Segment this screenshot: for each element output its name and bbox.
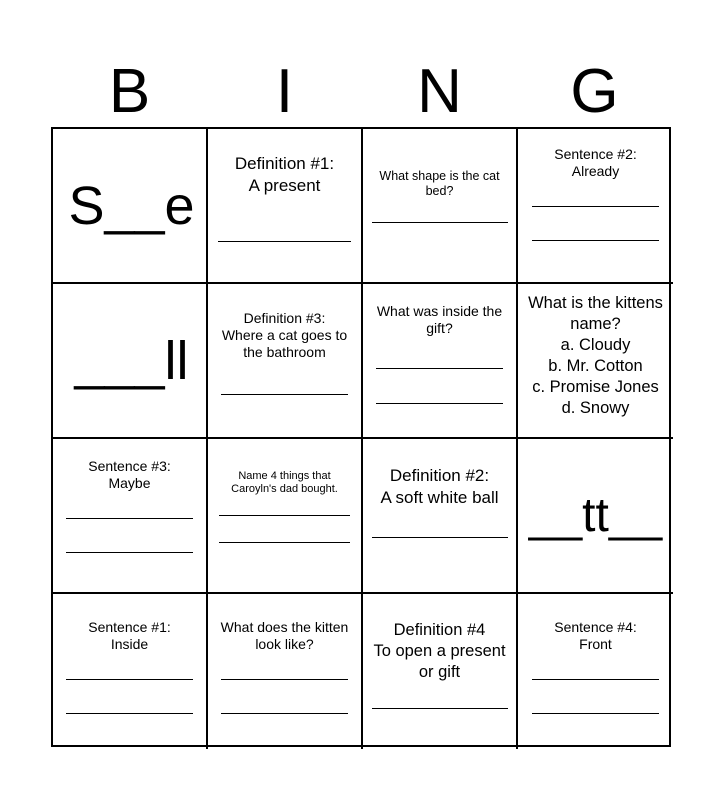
bingo-cell <box>518 594 673 749</box>
answer-line <box>532 679 659 680</box>
bingo-cell <box>363 284 518 439</box>
cell-text: ___ll <box>74 330 189 391</box>
cell-text: Sentence #3: Maybe <box>88 458 171 491</box>
bingo-cell <box>208 439 363 594</box>
answer-line <box>66 518 193 519</box>
cell-text: S__e <box>68 175 195 236</box>
answer-line <box>376 368 503 369</box>
cell-text: Definition #1: A present <box>234 154 335 195</box>
bingo-cell <box>363 439 518 594</box>
answer-line <box>221 679 348 680</box>
answer-line <box>532 713 659 714</box>
answer-line <box>372 222 508 223</box>
answer-line <box>66 552 193 553</box>
cell-text: Sentence #2: Already <box>554 146 637 179</box>
answer-line <box>66 713 193 714</box>
cell-text: __tt__ <box>528 488 663 542</box>
answer-line <box>66 679 193 680</box>
cell-text: What is the kittens name? a. Cloudy b. Mr. Cotton c. Promise Jones d. Snowy <box>528 294 663 417</box>
answer-line <box>376 403 503 404</box>
bingo-cell <box>208 129 363 284</box>
bingo-cell <box>53 439 208 594</box>
bingo-cell <box>363 129 518 284</box>
bingo-cell <box>518 284 673 439</box>
answer-line <box>219 542 350 543</box>
cell-text: What was inside the gift? <box>376 303 503 336</box>
cell-text: What does the kitten look like? <box>220 619 349 652</box>
cell-text: Sentence #1: Inside <box>88 619 171 652</box>
header-letter-b: B <box>108 57 151 126</box>
answer-line <box>218 241 351 242</box>
cell-text: Definition #4 To open a present or gift <box>373 621 506 681</box>
header-letter-n: N <box>417 57 462 126</box>
answer-line <box>532 240 659 241</box>
bingo-cell <box>53 594 208 749</box>
bingo-cell <box>53 284 208 439</box>
bingo-cell <box>518 439 673 594</box>
bingo-cell <box>53 129 208 284</box>
answer-line <box>221 394 348 395</box>
header-letter-g: G <box>570 57 619 126</box>
bingo-cell <box>208 284 363 439</box>
cell-text: Definition #3: Where a cat goes to the bathroom <box>221 310 348 360</box>
cell-text: Name 4 things that Caroyln's dad bought. <box>231 470 338 495</box>
cell-text: What shape is the cat bed? <box>379 169 500 198</box>
bingo-header <box>52 58 672 126</box>
bingo-grid <box>51 127 671 747</box>
bingo-cell <box>518 129 673 284</box>
answer-line <box>372 537 508 538</box>
bingo-cell <box>363 594 518 749</box>
answer-line <box>219 515 350 516</box>
answer-line <box>372 708 508 709</box>
answer-line <box>532 206 659 207</box>
cell-text: Sentence #4: Front <box>554 619 637 652</box>
answer-line <box>221 713 348 714</box>
bingo-cell <box>208 594 363 749</box>
header-letter-i: I <box>275 57 294 126</box>
cell-text: Definition #2: A soft white ball <box>380 466 499 507</box>
